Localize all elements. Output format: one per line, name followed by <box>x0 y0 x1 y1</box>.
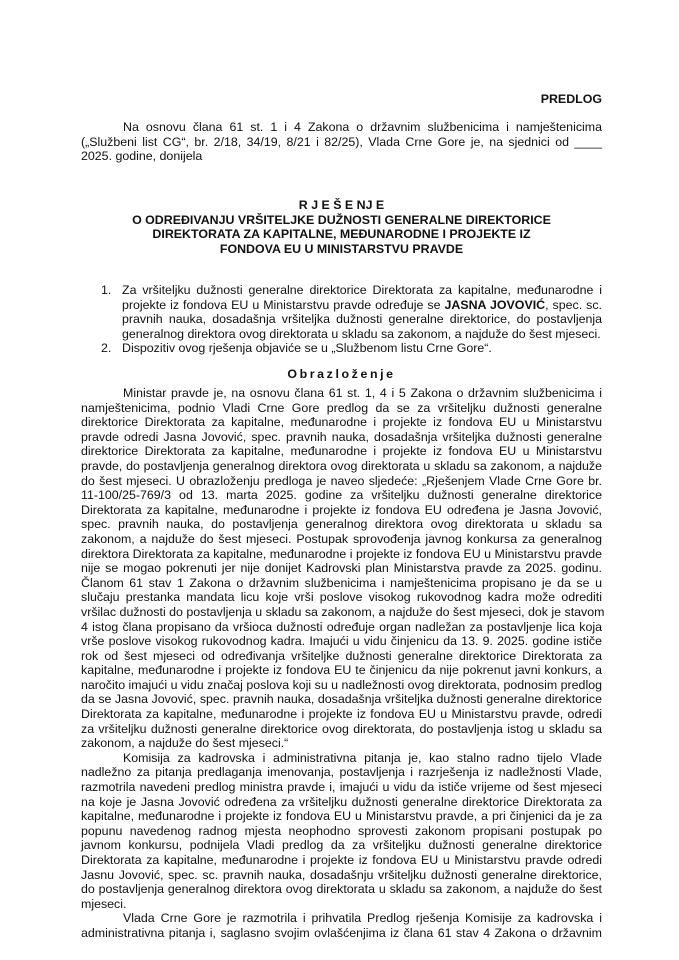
text-line: 4 istog člana propisano da vršioca dužnosti određuje organ nadležan za postavljenje lica koja <box>81 619 602 634</box>
item-text <box>122 341 602 356</box>
text-line: javnom konkursu, podnijela Vladi predlog da za vršiteljku dužnosti generalne direktorice <box>81 838 602 853</box>
text-line: Ministar pravde je, na osnovu člana 61 st. 1, 4 i 5 Zakona o državnim službenicima i <box>123 386 602 400</box>
text-line: do šest mjeseci. U obrazloženju predloga je naveo sljedeće: „Rješenjem Vlade Crne Gore br. <box>81 473 602 488</box>
text-line <box>122 298 602 313</box>
text-line: namještenicima, podnio Vladi Crne Gore predlog da se za vršiteljku dužnosti generalne <box>81 400 602 415</box>
text-line: za vršiteljku dužnosti generalne direktorice ovog direktorata, do postavljenja istog u skladu sa <box>81 721 602 736</box>
text-line: vršilac dužnosti do postavljenja u skladu sa zakonom, a najduže do šest mjeseci, dok je stavom <box>81 604 605 619</box>
decision-subtitle-line: O ODREĐIVANJU VRŠITELJKE DUŽNOSTI GENERALNE DIREKTORICE <box>132 212 551 227</box>
text-line: zakonom, a najduže do šest mjeseci.“ <box>81 736 289 751</box>
text-line: da se Jasna Jovović, spec. pravnih nauka, dosadašnja vršiteljka dužnosti generalne direktorice <box>81 692 602 707</box>
text-line: mjeseci. <box>81 896 127 911</box>
document-label: PREDLOG <box>540 92 602 106</box>
text-line: na koje je Jasna Jovović određena za vršiteljku dužnosti generalne direktorice Direktorata za <box>81 794 602 809</box>
text-line: spec. pravnih nauka, do postavljenja generalnog direktora ovog direktorata u skladu sa <box>81 517 602 532</box>
text-line: direktorice Direktorata za kapitalne, međunarodne i projekte iz fondova EU u Ministarstvu <box>81 444 602 459</box>
text-line: popunu navedenog radnog mjesta neophodno sprovesti zakonom propisani postupak po <box>81 823 602 838</box>
text-line: Direktorata za kapitalne, međunarodne i projekte iz fondova EU u Ministarstvu pravde, odredi <box>81 707 602 722</box>
text-line: Direktorata za kapitalne, međunarodne i projekte iz fondova EU u Ministarstvu pravde odredi <box>81 853 602 867</box>
text-line: nije se mogao pokrenuti jer nije donijet Kadrovski plan Ministarstva pravde za 2025. godinu. <box>81 561 602 576</box>
text-line: zakonom, a najduže do šest mjeseci. Postupak sprovođenja javnog konkursa za generalnog <box>81 531 602 546</box>
text-line: direktorice Direktorata za kapitalne, međunarodne i projekte iz fondova EU u Ministarstvu <box>81 415 602 430</box>
text-line: Direktorata za kapitalne, međunarodne i projekte iz fondova EU određena je Jasna Jovović, <box>81 502 602 517</box>
text-line: generalnog direktora ovog direktorata u skladu sa zakonom, a najduže do šest mjeseci. <box>122 326 601 341</box>
text-line: naročito imajući u vidu značaj poslova koji su u nadležnosti ovog direktorata, podnosim predlog <box>81 677 602 692</box>
text-line: vrše poslove visokog rukovodnog kadra. Imajući u vidu činjenicu da 13. 9. 2025. godine ističe <box>81 634 602 649</box>
decision-title: R J E Š E NJ E <box>298 198 385 212</box>
item-number: 1. <box>101 283 112 297</box>
item-text <box>122 283 602 341</box>
text-line: pravde, do postavljenja generalnog direktora ovog direktorata u skladu sa zakonom, a najduže <box>81 458 602 473</box>
text-line: pravde odredi Jasna Jovović, spec. pravnih nauka, dosadašnja vršiteljka dužnosti generalne <box>81 429 602 444</box>
text-line: rok od šest mjeseci od određivanja vršiteljke dužnosti generalne direktorice Direktorata za <box>81 648 602 663</box>
decision-title-block <box>81 198 602 256</box>
text-line: Dispozitiv ovog rješenja objaviće se u „Službenom listu Crne Gore“. <box>122 341 492 355</box>
text-line: direktora Direktorata za kapitalne, međunarodne i projekte iz fondova EU u Ministarstvu pravde <box>81 546 602 561</box>
text-line: Komisija za kadrovska i administrativna pitanja je, kao stalno radno tijelo Vlade <box>123 750 602 765</box>
text-line: slučaju prestanka mandata licu koje vrši poslove visokog rukovodnog kadra može odrediti <box>81 590 602 605</box>
text-span: projekte iz fondova EU u Ministarstvu pravde određuje se <box>122 297 445 312</box>
text-line: („Službeni list CG“, br. 2/18, 34/19, 8/21 i 82/25), Vlada Crne Gore je, na sjednici od ____ <box>81 134 602 149</box>
text-line: 11-100/25-769/3 od 13. marta 2025. godine za vršiteljku dužnosti generalne direktorice <box>81 488 602 503</box>
item-number: 2. <box>101 341 112 355</box>
text-line: do postavljenja generalnog direktora ovog direktorata u skladu sa zakonom, a najduže do šest <box>81 882 602 897</box>
decision-subtitle-line: FONDOVA EU U MINISTARSTVU PRAVDE <box>219 241 464 256</box>
text-line: Za vršiteljku dužnosti generalne direktorice Direktorata za kapitalne, međunarodne i <box>122 283 602 297</box>
text-line: administrativna pitanja i, saglasno svojim ovlašćenjima iz člana 61 stav 4 Zakona o državnim <box>81 925 602 940</box>
text-line: Jasnu Jovović, spec. sc. pravnih nauka, dosadašnju vršiteljku dužnosti generalne direktorice, <box>81 867 602 882</box>
text-line: pravnih nauka, dosadašnja vršiteljka dužnosti generalne direktorice, do postavljenja <box>122 312 602 327</box>
text-line: kapitalne, međunarodne i projekte iz fondova EU te činjenicu da nije pokrenut javni konkurs, a <box>81 663 602 678</box>
text-line: 2025. godine, donijela <box>81 149 203 164</box>
text-line: Vlada Crne Gore je razmotrila i prihvatila Predlog rješenja Komisije za kadrovska i <box>123 911 602 926</box>
text-line: kapitalne, međunarodne i projekte iz fondova EU u Ministarstvu pravde, a pri činjenici da je za <box>81 809 602 824</box>
text-line: razmotrila navedeni predlog ministra pravde i, imajući u vidu da ističe vrijeme od šest mjeseci <box>81 780 602 795</box>
reasoning-body <box>81 386 605 941</box>
decision-item <box>101 341 602 356</box>
text-span: , spec. sc. <box>545 297 602 312</box>
reasoning-title: Obrazloženje <box>287 367 396 381</box>
decision-subtitle-line: DIREKTORATA ZA KAPITALNE, MEĐUNARODNE I PROJEKTE IZ <box>152 227 531 242</box>
text-line: Na osnovu člana 61 st. 1 i 4 Zakona o državnim službenicima i namještenicima <box>123 120 602 134</box>
text-line: nadležno za pitanja predlaganja imenovanja, postavljenja i razrješenja iz nadležnosti Vlade, <box>81 765 602 780</box>
decision-item <box>101 283 602 341</box>
text-line: Članom 61 stav 1 Zakona o državnim službenicima i namještenicima propisano je da se u <box>81 575 602 590</box>
appointee-name: JASNA JOVOVIĆ <box>444 297 546 312</box>
preamble-paragraph <box>81 120 602 164</box>
